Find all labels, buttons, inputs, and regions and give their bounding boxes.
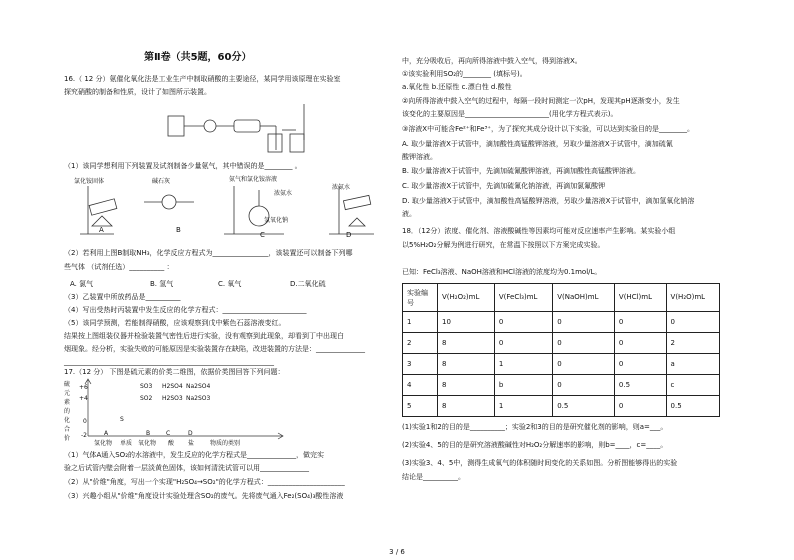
q18-p3-line1: (3)实验3、4、5中，测得生成氧气的体积随时间变化的关系如图。分析图能够得出的实验 (402, 459, 678, 467)
label-conc-ammonia-d: 浓氨水 (332, 184, 351, 191)
point-d: D (188, 430, 193, 437)
s3: ③溶液X中可能含Fe²⁺和Fe³⁺，为了探究其成分设计以下实验，可以达到实验目的是________。 (402, 125, 694, 133)
q16-sub1: （1）该同学想利用下列装置及试剂制备少量氨气，其中错误的是________ 。 (64, 162, 302, 170)
q18-line1: 18．（12分）浓度、催化剂、溶液酸碱性等因素均可能对反应速率产生影响。某实验小组 (402, 227, 676, 235)
table-cell: 0 (553, 333, 615, 354)
xcat-hydride: 氢化物 (94, 440, 113, 447)
option-c: C. 氧气 (218, 280, 242, 288)
option-b: B. 氢气 (150, 280, 174, 288)
label-nh4cl: 氯化铵固体 (74, 178, 105, 185)
opt-a-line1: A. 取少量溶液X于试管中，滴加酸性高锰酸钾溶液，另取少量溶液X于试管中，滴加硫氰 (402, 140, 673, 148)
q16-intro-2: 探究硝酸的制备和性质，设计了如图所示装置。 (64, 88, 211, 96)
header-cell: V(NaOH)mL (553, 284, 615, 312)
xcat-element: 单质 (120, 440, 133, 447)
q16-sub5-line2: 结果按上图组装仪器并检验装置气密性后进行实验，没有观察到此现象，却看到丁中出现白 (64, 332, 344, 340)
table-cell: 2 (666, 333, 719, 354)
table-cell: 8 (438, 333, 495, 354)
xcat-acid: 酸 (168, 440, 175, 447)
table-cell: 0 (614, 396, 666, 417)
label-d: D (346, 231, 352, 239)
ytick-plus4: +4 (79, 395, 88, 402)
table-row (403, 312, 720, 333)
table-cell: 1 (403, 312, 438, 333)
xcat-class: 物质的类别 (210, 440, 241, 447)
s1: ①该实验利用SO₂的________ (填标号)。 (402, 70, 527, 78)
label-conc-ammonia: 浓氨水 (274, 190, 293, 197)
ytick-plus6: +6 (79, 384, 88, 391)
table-cell: 0.5 (666, 396, 719, 417)
table-row (403, 333, 720, 354)
experiment-table (402, 283, 720, 417)
table-cell: 8 (438, 375, 495, 396)
opt-d-line1: D. 取少量溶液X于试管中，滴加酸性高锰酸钾溶液，另取少量溶液X于试管中，滴加氢氧化钠溶 (402, 197, 695, 205)
section-title: 第Ⅱ卷（共5题，60分） (144, 52, 252, 63)
table-cell: c (666, 375, 719, 396)
table-cell: 0 (614, 354, 666, 375)
q18-line2: 以5%H₂O₂分解为例进行研究，在常温下按照以下方案完成实验。 (402, 241, 605, 249)
point-so3: SO3 (140, 383, 153, 390)
table-cell: 0.5 (614, 375, 666, 396)
point-s: S (120, 416, 124, 423)
table-cell: 0 (494, 333, 552, 354)
q16-sub5-line1: （5）该同学预测，若能制得硝酸，应该观察到戊中紫色石蕊溶液变红。 (64, 319, 286, 327)
q17-sub1-line2: 验之后试管内壁会附着一层淡黄色固体，该如何清洗试管可以用______________ (64, 464, 309, 472)
point-h2so3: H2SO3 (162, 395, 183, 402)
s1-options: a.氧化性 b.还原性 c.漂白性 d.酸性 (402, 83, 512, 91)
s2-line2: 该变化的主要原因是________________________(用化学方程式表示)。 (402, 110, 618, 118)
q16-sub2-line1: （2）若利用上图B制取NH₃，化学反应方程式为________________，该装置还可以制备下列哪 (64, 249, 353, 257)
table-header-row (403, 284, 720, 312)
q16-sub3: （3）乙装置中所放药品是__________ (64, 293, 181, 301)
opt-d-line2: 液。 (402, 210, 416, 218)
point-c: C (166, 430, 171, 437)
ytick-0: 0 (83, 418, 87, 425)
q16-sub4: （4）写出受热时丙装置中发生反应的化学方程式：________________________ (64, 306, 307, 314)
table-row (403, 375, 720, 396)
table-cell: a (666, 354, 719, 375)
table-cell: 0 (553, 312, 615, 333)
label-nh3-water: 氨气和氯化铵溶液 (229, 176, 278, 183)
table-cell: 0.5 (553, 396, 615, 417)
option-d: D.二氧化硫 (290, 280, 326, 288)
point-b: B (146, 430, 151, 437)
table-row (403, 396, 720, 417)
xcat-salt: 盐 (188, 440, 195, 447)
q17-sub3: （3）兴趣小组从"价维"角度设计实验处理含SO₂的废气。先将废气通入Fe₂(SO₄)₃酸性溶液 (64, 492, 344, 500)
valence-chart (78, 378, 288, 444)
table-cell: 10 (438, 312, 495, 333)
q16-sub2-line2: 些气体 （试剂任选）__________ ： (64, 263, 174, 271)
point-so2: SO2 (140, 395, 153, 402)
table-cell: 8 (438, 396, 495, 417)
table-cell: 0 (614, 333, 666, 354)
opt-c: C. 取少量溶液X于试管中，先滴加硫氰化钠溶液，再滴加氯氟酸钾 (402, 182, 606, 190)
point-a: A (104, 430, 109, 437)
table-cell: 1 (494, 396, 552, 417)
header-cell: V(H₂O)mL (666, 284, 719, 312)
table-cell: 0 (553, 354, 615, 375)
header-cell: V(HCl)mL (614, 284, 666, 312)
table-cell: 0 (494, 312, 552, 333)
header-cell: 实验编号 (403, 284, 438, 312)
label-b: B (176, 226, 181, 234)
ytick-minus2: -2 (81, 432, 87, 439)
q17-intro: 17.（12 分） 下图是硫元素的价类二维图，依据价类图回答下列问题： (64, 368, 285, 376)
q18-p2: (2)实验4、5的目的是研究溶液酸碱性对H₂O₂分解速率的影响，则b=____，c=____。 (402, 441, 668, 449)
page-number: 3 / 6 (389, 548, 405, 556)
table-cell: 0 (553, 375, 615, 396)
chart-ylabel: 硫元素的化合价 (64, 381, 71, 442)
q16-intro-1: 16.（ 12 分）氨催化氧化法是工业生产中制取硝酸的主要途径，某同学用该原理在实验室 (64, 75, 341, 83)
table-cell: 4 (403, 375, 438, 396)
table-cell: 0 (666, 312, 719, 333)
table-cell: 3 (403, 354, 438, 375)
table-cell: 5 (403, 396, 438, 417)
label-c: C (260, 231, 265, 239)
q16-sub5-line4: ____________________________________________________________ (64, 358, 274, 366)
opt-b: B. 取少量溶液X于试管中，先滴加硫氰酸钾溶液，再滴加酸性高锰酸钾溶液。 (402, 167, 641, 175)
ammonia-apparatus-figure (74, 176, 374, 240)
table-cell: 1 (494, 354, 552, 375)
point-h2so4: H2SO4 (162, 383, 183, 390)
option-a: A. 氯气 (70, 280, 94, 288)
table-cell: 8 (438, 354, 495, 375)
right-line1: 中，充分吸收后，再向所得溶液中鼓入空气，得到溶液X。 (402, 57, 582, 65)
point-na2so4: Na2SO4 (186, 383, 211, 390)
s2-line1: ②向所得溶液中鼓入空气的过程中，每隔一段时间测定一次pH，发现其pH逐渐变小，发生 (402, 97, 680, 105)
xcat-oxide: 氧化物 (138, 440, 157, 447)
header-cell: V(FeCl₃)mL (494, 284, 552, 312)
label-naoh: 氢氧化钠 (264, 217, 289, 224)
label-a: A (99, 226, 104, 234)
opt-a-line2: 酸钾溶液。 (402, 153, 437, 161)
label-lime: 碱石灰 (152, 178, 171, 185)
table-cell: 2 (403, 333, 438, 354)
apparatus-figure (164, 100, 314, 160)
table-cell: b (494, 375, 552, 396)
point-na2so3: Na2SO3 (186, 395, 211, 402)
q18-p3-line2: 结论是__________。 (402, 473, 465, 481)
q16-sub5-line3: 烟现象。经分析，实验失败的可能原因是实验装置存在缺陷，改进装置的方法是：______________ (64, 345, 365, 353)
known-info: 已知：FeCl₃溶液、NaOH溶液和HCl溶液的浓度均为0.1mol/L。 (402, 268, 602, 276)
table-cell: 0 (614, 312, 666, 333)
q17-sub2: （2）从"价维"角度，写出一个实现"H₂SO₄→SO₂"的化学方程式：______________________ (64, 478, 345, 486)
q18-p1: (1)实验1和2的目的是__________；实验2和3的目的是研究催化剂的影响，则a=___。 (402, 423, 668, 431)
header-cell: V(H₂O₂)mL (438, 284, 495, 312)
table-row (403, 354, 720, 375)
q17-sub1-line1: （1）气体A通入SO₂的水溶液中，发生反应的化学方程式是______________，做完实 (64, 451, 325, 459)
